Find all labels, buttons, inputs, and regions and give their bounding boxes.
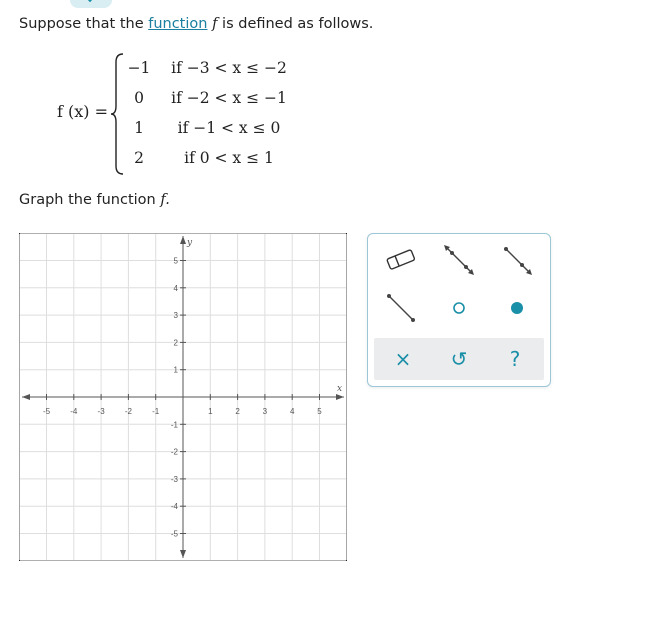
case-condition: if −1 < x ≤ 0	[177, 119, 281, 137]
chevron-down-icon	[83, 0, 97, 2]
line-icon	[441, 242, 477, 278]
function-var: f	[212, 16, 218, 32]
y-tick-label: -4	[170, 502, 178, 512]
y-tick-label: -5	[170, 529, 178, 539]
case-condition: if −3 < x ≤ −2	[171, 59, 287, 77]
fx-label: f (x) =	[57, 102, 109, 121]
y-tick-label: -3	[170, 474, 178, 484]
y-tick-label: 5	[173, 256, 178, 266]
case-value: 2	[134, 149, 144, 167]
x-tick-label: 1	[208, 407, 213, 416]
open-point-tool[interactable]	[434, 288, 484, 328]
y-tick-label: -2	[170, 447, 178, 457]
y-tick-label: 3	[173, 311, 178, 321]
x-axis-label: x	[337, 384, 343, 394]
ray-icon	[499, 242, 535, 278]
x-tick-label: 2	[235, 407, 240, 416]
x-tick-label: -5	[42, 407, 51, 416]
action-bar	[374, 338, 544, 380]
y-axis-label: y	[187, 238, 193, 248]
segment-icon	[383, 290, 419, 326]
graph-instruction-var: f.	[160, 192, 170, 208]
intro-text: Suppose that the	[19, 16, 144, 32]
ray-tool[interactable]	[492, 240, 542, 280]
x-tick-label: -1	[152, 407, 160, 416]
clear-button[interactable]: ×	[394, 347, 412, 371]
graph-instruction-text: Graph the function	[19, 192, 156, 208]
graph-instruction	[19, 192, 170, 208]
help-button[interactable]: ?	[509, 347, 521, 371]
case-value: 1	[134, 119, 144, 137]
coordinate-grid[interactable]	[19, 233, 347, 561]
y-tick-label: 2	[173, 338, 178, 348]
segment-tool[interactable]	[376, 288, 426, 328]
case-value: −1	[127, 59, 151, 77]
y-tick-label: -1	[170, 420, 178, 430]
x-tick-label: -3	[97, 407, 105, 416]
y-tick-label: 4	[173, 283, 178, 293]
y-tick-label: 1	[173, 365, 178, 375]
eraser-tool[interactable]	[376, 240, 426, 280]
x-tick-label: 3	[262, 407, 268, 416]
line-tool[interactable]	[434, 240, 484, 280]
case-value: 0	[134, 89, 144, 107]
closed-point-tool[interactable]	[492, 288, 542, 328]
case-condition: if 0 < x ≤ 1	[184, 149, 274, 167]
case-condition: if −2 < x ≤ −1	[171, 89, 287, 107]
graph-toolbox	[367, 233, 551, 387]
eraser-icon	[384, 248, 418, 272]
x-tick-label: 5	[317, 407, 322, 416]
open-circle-icon	[449, 298, 469, 318]
x-tick-label: 4	[289, 407, 295, 416]
intro-text-end: is defined as follows.	[222, 16, 374, 32]
question-intro	[19, 16, 373, 32]
x-tick-label: -4	[70, 407, 78, 416]
collapse-tab[interactable]	[70, 0, 112, 8]
x-tick-label: -2	[124, 407, 132, 416]
undo-button[interactable]: ↺	[450, 347, 468, 371]
filled-circle-icon	[507, 298, 527, 318]
function-link[interactable]: function	[148, 16, 208, 32]
